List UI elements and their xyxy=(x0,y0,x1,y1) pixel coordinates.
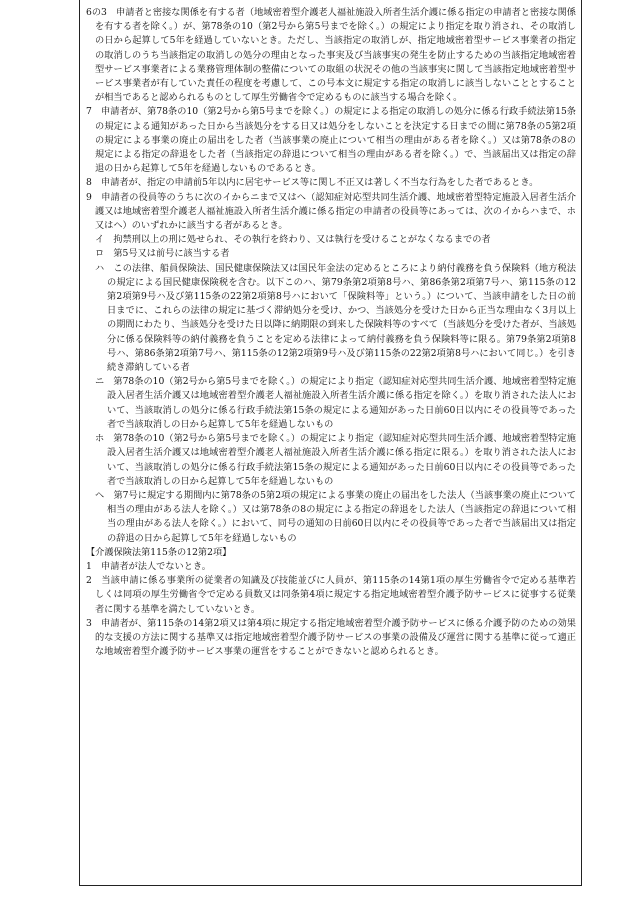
subclause-ho: ホ 第78条の10（第2号から第5号までを除く。）の規定により指定（認知症対応型共同生活介護、地域密着型特定施設入居者生活介護又は地域密着型介護老人福祉施設入所者生活介護に係る指定に限る。）を取り消された法人において、当該取消しの処分に係る行政手続法第15条の規定による通知があった日前60日以内にその役員等であった者で当該取消しの日から起算して5年を経過しないもの xyxy=(95,433,576,487)
subclause-he: ヘ 第7号に規定する期間内に第78条の5第2項の規定による事業の廃止の届出をした法人（当該事業の廃止について相当の理由がある法人を除く。）又は第78条の8の規定による指定の辞退をした法人（当該指定の辞退について相当の理由がある法人を除く。）において、同号の通知の日前60日以内にその役員等であった者で当該届出又は指定の辞退の日から起算して5年を経過しないもの xyxy=(95,489,576,544)
clause-2: 2 当該申請に係る事業所の従業者の知識及び技能並びに人員が、第115条の14第1項の厚生労働省令で定める基準若しくは同項の厚生労働省令で定める員数又は同条第4項に規定する指定地域密着型介護予防サービスに従事する従業者に関する基準を満たしていないとき。 xyxy=(86,575,576,615)
clause-9: 9 申請者の役員等のうちに次のイからニまで又はヘ（認知症対応型共同生活介護、地域密着型特定施設入居者生活介護又は地域密着型介護老人福祉施設入所者生活介護に係る指定の申請者の役員等にあっては、次のイからハまで、ホ又はヘ）のいずれかに該当する者があるとき。 xyxy=(86,191,576,232)
document-body xyxy=(86,6,576,659)
clause-7: 7 申請者が、第78条の10（第2号から第5号までを除く。）の規定による指定の取消しの処分に係る行政手続法第15条の規定による通知があった日から当該処分をする日又は処分をしないことを決定する日までの間に第78条の5第2項の規定による事業の廃止の届出をした者（当該事業の廃止について相当の理由がある者を除く。）又は第78条の8の規定による指定の辞退をした者（当該指定の辞退について相当の理由がある者を除く。）で、当該届出又は指定の辞退の日から起算して5年を経過しないものであるとき。 xyxy=(86,106,576,175)
subclause-i: イ 拘禁刑以上の刑に処せられ、その執行を終わり、又は執行を受けることがなくなるまでの者 xyxy=(95,234,491,246)
clause-3: 3 申請者が、第115条の14第2項又は第4項に規定する指定地域密着型介護予防サービスに係る介護予防のための効果的な支援の方法に関する基準又は指定地域密着型介護予防サービスの事業の設備及び運営に関する基準に従って適正な地域密着型介護予防サービス事業の運営をすることができないと認められるとき。 xyxy=(86,617,576,658)
clause-8: 8 申請者が、指定の申請前5年以内に居宅サービス等に関し不正又は著しく不当な行為をした者であるとき。 xyxy=(86,177,539,189)
subclause-ni: ニ 第78条の10（第2号から第5号までを除く。）の規定により指定（認知症対応型共同生活介護、地域密着型特定施設入居者生活介護又は地域密着型介護老人福祉施設入所者生活介護に係る指定を除く。）を取り消された法人において、当該取消しの処分に係る行政手続法第15条の規定による通知があった日前60日以内にその役員等であった者で当該取消しの日から起算して5年を経過しないもの xyxy=(95,376,576,430)
section-heading: 【介護保険法第115条の12第2項】 xyxy=(86,546,232,558)
clause-1: 1 申請者が法人でないとき。 xyxy=(86,560,211,572)
subclause-ha: ハ この法律、船員保険法、国民健康保険法又は国民年金法の定めるところにより納付義務を負う保険料（地方税法の規定による国民健康保険税を含む。以下このハ、第79条第2項第8号ハ、第86条第2項第7号ハ、第115条の12第2項第9号ハ及び第115条の22第2項第8号ハにおいて「保険料等」という。）について、当該申請をした日の前日までに、これらの法律の規定に基づく滞納処分を受け、かつ、当該処分を受けた日から正当な理由なく3月以上の期間にわたり、当該処分を受けた日以降に納期限の到来した保険料等のすべて（当該処分を受けた者が、当該処分に係る保険料等の納付義務を負うことを定める法律によって納付義務を負う保険料等に限る。第79条第2項第8号ハ、第86条第2項第7号ハ、第115条の12第2項第9号ハ及び第115条の22第2項第8号ハにおいて同じ。）を引き続き滞納している者 xyxy=(95,262,576,374)
subclause-ro: ロ 第5号又は前号に該当する者 xyxy=(95,248,230,260)
clause-6-3: 6の3 申請者と密接な関係を有する者（地域密着型介護老人福祉施設入所者生活介護に係る指定の申請者と密接な関係を有する者を除く。）が、第78条の10（第2号から第5号までを除く。）の規定により指定を取り消され、その取消しの日から起算して5年を経過していないとき。ただし、当該指定の取消しが、指定地域密着型サービス事業者の指定の取消しのうち当該指定の取消しの処分の理由となった事実及び当該事実の発生を防止するための当該指定地域密着型サービス事業者による業務管理体制の整備についての取組の状況その他の当該事実に関して当該指定地域密着型サービス事業者が有していた責任の程度を考慮して、この号本文に規定する指定の取消しに該当しないこととすることが相当であると認められるものとして厚生労働省令で定めるものに該当する場合を除く。 xyxy=(86,7,576,104)
